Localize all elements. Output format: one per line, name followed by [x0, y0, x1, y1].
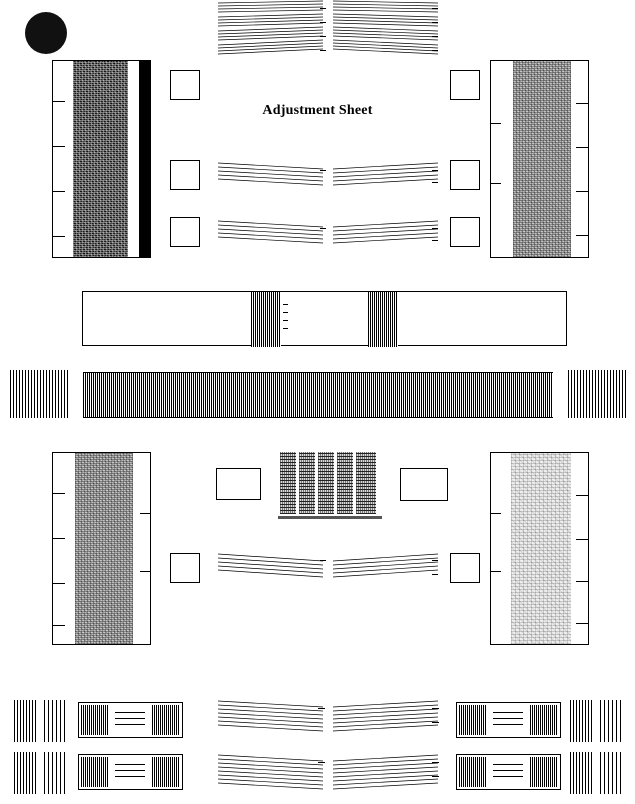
registration-dot: [25, 12, 67, 54]
tick-dash: [432, 36, 438, 37]
density-patch-mid: [490, 60, 589, 258]
skew-line-group-low-right: [333, 218, 438, 248]
check-box-mid-left-1: [216, 468, 261, 500]
skew-line-group-bottom-left-2: [218, 752, 323, 796]
line-ruler-left-segment: [10, 370, 70, 418]
tick-dash: [432, 762, 439, 763]
line-ruler-main: [83, 372, 553, 418]
skew-line-group-top-left: [218, 0, 323, 58]
alignment-band: [82, 291, 567, 346]
tick-dash: [320, 50, 326, 51]
tick-dash: [432, 240, 438, 241]
bottom-bar-group-left-3: [14, 752, 38, 794]
skew-line-group-bottom-right-1: [333, 698, 438, 740]
density-patch-dark: [52, 60, 151, 258]
tick-dash: [320, 36, 326, 37]
density-patch-light: [490, 452, 589, 645]
text-density-column: [280, 452, 296, 514]
bottom-bar-box-left-2: [78, 754, 183, 790]
skew-line-group-center-left: [218, 550, 323, 585]
tick-dash: [432, 560, 438, 561]
tick-dash: [432, 228, 438, 229]
tick-dash: [320, 560, 326, 561]
bottom-bar-group-right-3: [570, 752, 594, 794]
text-density-column: [337, 452, 353, 514]
alignment-band-bars-right: [368, 292, 398, 347]
text-density-underbar: [278, 516, 382, 519]
tick-dash: [318, 762, 325, 763]
tick-dash: [318, 708, 325, 709]
check-box-mid-left-2: [170, 553, 200, 583]
check-box-top-left-2: [170, 160, 200, 190]
tick-dash: [432, 50, 438, 51]
tick-dash: [283, 304, 288, 305]
bottom-bar-group-right-2: [600, 700, 624, 742]
check-box-top-left-3: [170, 217, 200, 247]
tick-dash: [432, 776, 439, 777]
bottom-bar-group-left-1: [14, 700, 38, 742]
tick-dash: [432, 182, 438, 183]
bottom-bar-box-left-1: [78, 702, 183, 738]
bottom-bar-group-right-1: [570, 700, 594, 742]
density-patch-mid-2: [52, 452, 151, 645]
check-box-top-right-2: [450, 160, 480, 190]
check-box-mid-right-1: [400, 468, 448, 501]
page-title: Adjustment Sheet: [262, 103, 373, 118]
tick-dash: [432, 170, 438, 171]
tick-dash: [432, 22, 438, 23]
check-box-top-right-1: [450, 70, 480, 100]
tick-dash: [283, 312, 288, 313]
text-density-column: [356, 452, 376, 514]
tick-dash: [320, 22, 326, 23]
alignment-band-bars-left: [251, 292, 281, 347]
check-box-top-left-1: [170, 70, 200, 100]
skew-line-group-low-left: [218, 218, 323, 248]
skew-line-group-top-right: [333, 0, 438, 58]
text-density-column: [299, 452, 315, 514]
skew-line-group-bottom-right-2: [333, 752, 438, 796]
bottom-bar-box-right-1: [456, 702, 561, 738]
bottom-bar-box-right-2: [456, 754, 561, 790]
skew-line-group-center-right: [333, 550, 438, 585]
tick-dash: [320, 8, 326, 9]
skew-line-group-mid-left: [218, 160, 323, 190]
tick-dash: [320, 228, 326, 229]
skew-line-group-bottom-left-1: [218, 698, 323, 740]
tick-dash: [432, 8, 438, 9]
tick-dash: [283, 320, 288, 321]
tick-dash: [320, 170, 326, 171]
check-box-mid-right-2: [450, 553, 480, 583]
bottom-bar-group-left-4: [44, 752, 68, 794]
tick-dash: [432, 722, 439, 723]
line-ruler-right-segment: [568, 370, 626, 418]
bottom-bar-group-right-4: [600, 752, 624, 794]
tick-dash: [283, 328, 288, 329]
tick-dash: [432, 574, 438, 575]
check-box-top-right-3: [450, 217, 480, 247]
text-density-column: [318, 452, 334, 514]
bottom-bar-group-left-2: [44, 700, 68, 742]
tick-dash: [432, 708, 439, 709]
skew-line-group-mid-right: [333, 160, 438, 190]
